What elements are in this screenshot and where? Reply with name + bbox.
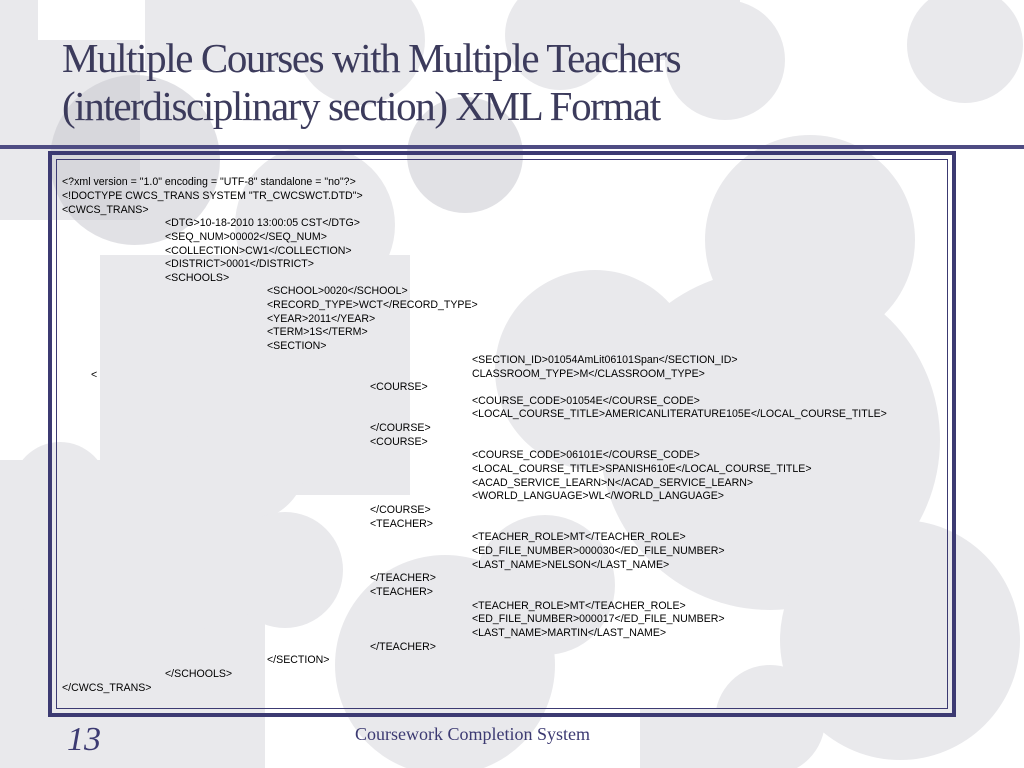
title-divider [0, 145, 1024, 149]
xml-line: </CWCS_TRANS> [62, 682, 152, 694]
xml-line: <CWCS_TRANS> [62, 204, 149, 216]
xml-line: <ED_FILE_NUMBER>000017</ED_FILE_NUMBER> [472, 613, 725, 625]
xml-line: </TEACHER> [370, 572, 436, 584]
xml-line: </COURSE> [370, 504, 431, 516]
xml-line: <SCHOOL>0020</SCHOOL> [267, 285, 408, 297]
xml-line: <TEACHER_ROLE>MT</TEACHER_ROLE> [472, 531, 686, 543]
slide-title [62, 34, 1002, 130]
xml-line: </COURSE> [370, 422, 431, 434]
xml-line: <SCHOOLS> [165, 272, 230, 284]
slide-title-line-1: Multiple Courses with Multiple Teachers [62, 35, 681, 81]
xml-line: <RECORD_TYPE>WCT</RECORD_TYPE> [267, 299, 478, 311]
xml-line: </SECTION> [267, 654, 330, 666]
xml-line: <COURSE> [370, 381, 428, 393]
xml-line: <WORLD_LANGUAGE>WL</WORLD_LANGUAGE> [472, 490, 724, 502]
xml-line: <ED_FILE_NUMBER>000030</ED_FILE_NUMBER> [472, 545, 725, 557]
xml-line: <TEACHER_ROLE>MT</TEACHER_ROLE> [472, 600, 686, 612]
xml-line: <DISTRICT>0001</DISTRICT> [165, 258, 314, 270]
xml-line: <COURSE> [370, 436, 428, 448]
xml-line: <YEAR>2011</YEAR> [267, 313, 376, 325]
xml-line: <?xml version = "1.0" encoding = "UTF-8" standalone = "no"?> [62, 176, 356, 188]
xml-line: <COURSE_CODE>06101E</COURSE_CODE> [472, 449, 700, 461]
xml-line: <COLLECTION>CW1</COLLECTION> [165, 245, 352, 257]
xml-line: <TEACHER> [370, 586, 433, 598]
xml-line: </TEACHER> [370, 641, 436, 653]
xml-line: <SECTION> [267, 340, 327, 352]
xml-line: <TERM>1S</TERM> [267, 326, 368, 338]
xml-line: <LAST_NAME>NELSON</LAST_NAME> [472, 559, 670, 571]
xml-line: <COURSE_CODE>01054E</COURSE_CODE> [472, 395, 700, 407]
slide-number: 13 [67, 721, 101, 758]
slide-title-line-2: (interdisciplinary section) XML Format [62, 83, 660, 129]
xml-line: <TEACHER> [370, 518, 433, 530]
xml-line: CLASSROOM_TYPE>M</CLASSROOM_TYPE> [472, 368, 705, 380]
footer-text: Coursework Completion System [355, 724, 590, 744]
xml-line: < [91, 369, 98, 381]
xml-line: <SEQ_NUM>00002</SEQ_NUM> [165, 231, 327, 243]
xml-line: <!DOCTYPE CWCS_TRANS SYSTEM "TR_CWCSWCT.DTD"> [62, 190, 363, 202]
xml-line: </SCHOOLS> [165, 668, 233, 680]
xml-line: <ACAD_SERVICE_LEARN>N</ACAD_SERVICE_LEARN> [472, 477, 754, 489]
xml-line: <LAST_NAME>MARTIN</LAST_NAME> [472, 627, 667, 639]
xml-line: <SECTION_ID>01054AmLit06101Span</SECTION_ID> [472, 354, 738, 366]
xml-line: <DTG>10-18-2010 13:00:05 CST</DTG> [165, 217, 360, 229]
xml-line: <LOCAL_COURSE_TITLE>SPANISH610E</LOCAL_COURSE_TITLE> [472, 463, 812, 475]
xml-line: <LOCAL_COURSE_TITLE>AMERICANLITERATURE105E</LOCAL_COURSE_TITLE> [472, 408, 887, 420]
